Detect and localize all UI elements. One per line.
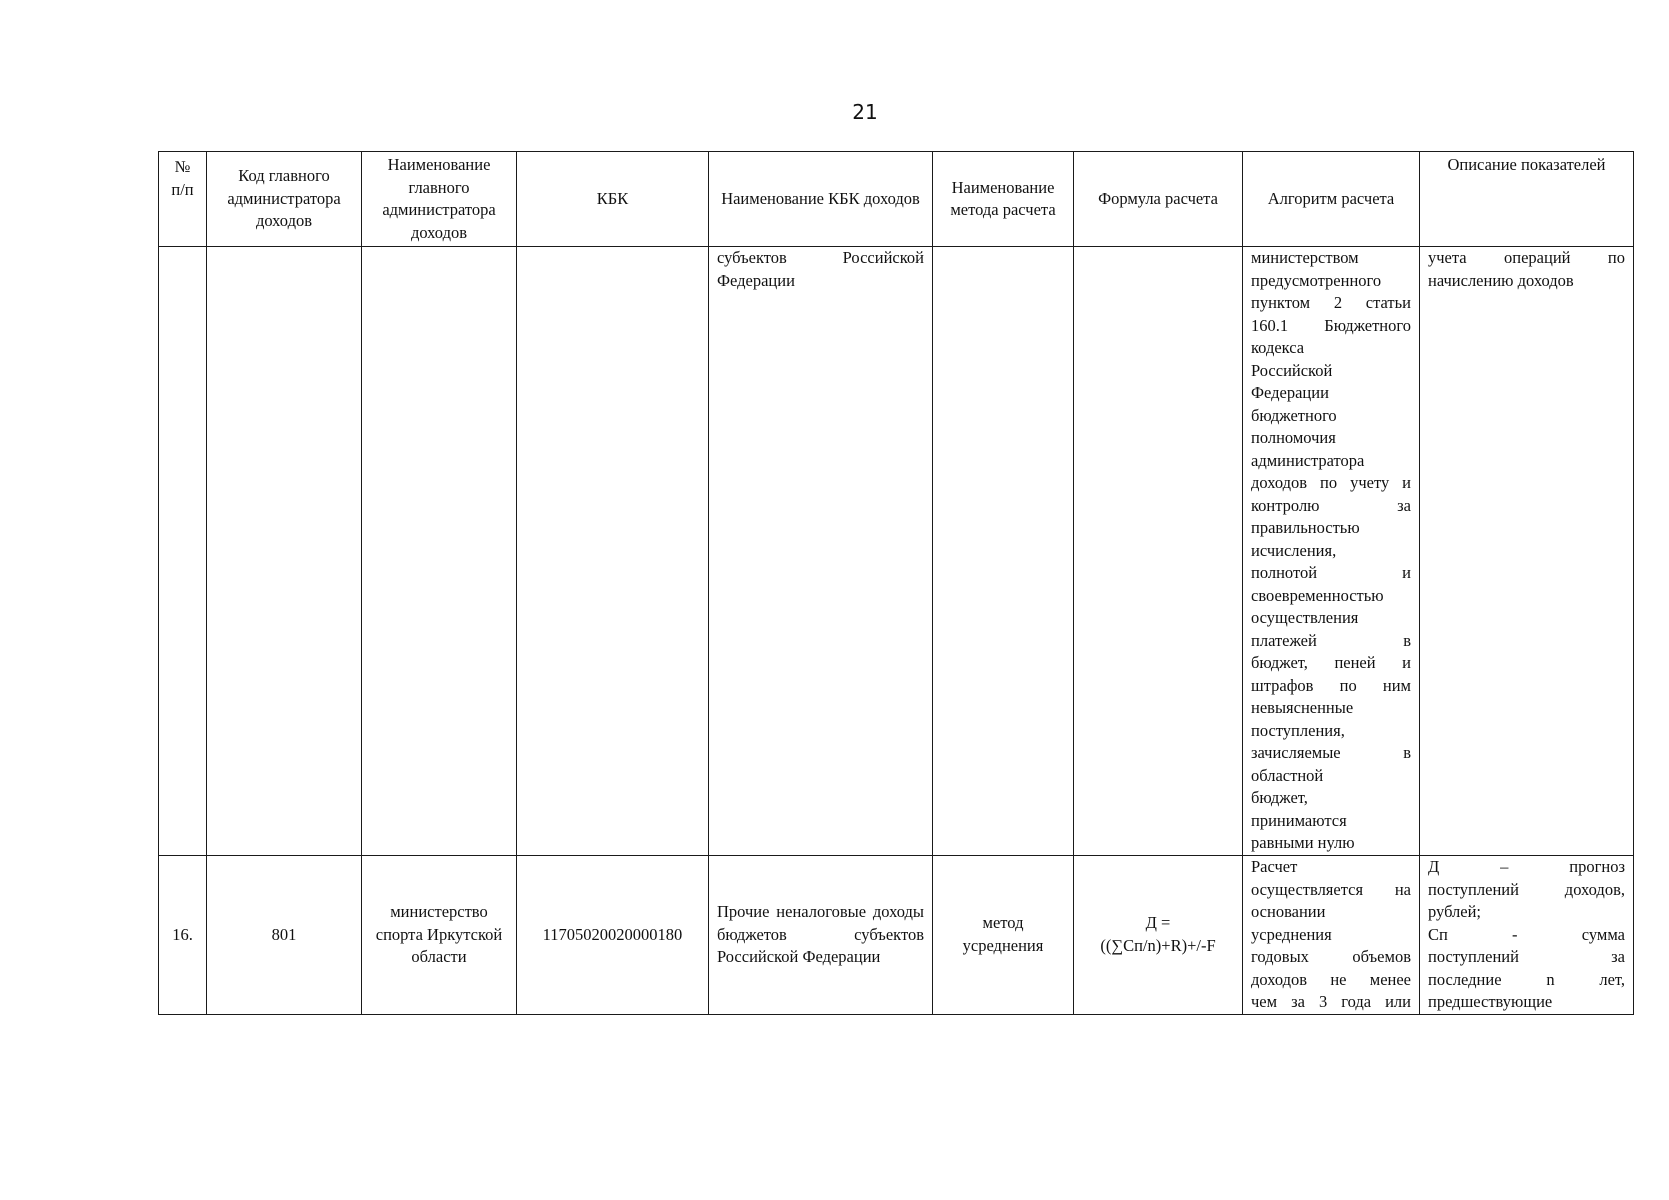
text-line: поступлений за [1428,947,1625,966]
text-line: предусмотренного [1251,270,1382,290]
cell-formula [1074,856,1243,1015]
text-line: основании [1251,902,1326,921]
text-line: последние n лет, [1428,969,1625,989]
text-line: министерством [1251,248,1359,267]
algorithm-lines [1251,856,1411,1014]
text-line: рублей; [1428,902,1482,921]
header-formula: Формула расчета [1074,152,1243,247]
cell-admin-name: министерство спорта Иркутской области [362,856,517,1015]
text-line: годовых объемов [1251,947,1411,966]
header-kbk-name: Наименование КБК доходов [709,152,933,247]
cell-algorithm [1243,856,1420,1015]
header-method: Наименование метода расчета [933,152,1074,247]
table-row-16 [159,856,1634,1015]
text-line: областной [1251,765,1324,785]
text-line: платежей в [1251,630,1411,650]
cell-admin-name [362,247,517,856]
text-line: своевременностью [1251,585,1384,605]
text-line: осуществляется на [1251,879,1411,899]
text-line: правильностью [1251,518,1360,537]
text-line: Расчет [1251,857,1298,876]
text-line: Российской [1251,360,1333,380]
formula-line-2: ((∑Сп/n)+R)+/-F [1100,935,1216,955]
text-line: осуществления [1251,608,1359,627]
page-number: 21 [852,100,878,124]
text-line: администратора [1251,450,1365,470]
text-line: невыясненные [1251,698,1354,717]
text-line: бюджет, пеней и [1251,653,1411,672]
algorithm-lines [1251,247,1411,855]
text-line: равными нулю [1251,833,1355,852]
cell-method: метод усреднения [933,856,1074,1015]
cell-kbk: 11705020020000180 [517,856,709,1015]
text-line: предшествующие [1428,992,1553,1011]
text-line: принимаются [1251,810,1347,830]
text-line: полнотой и [1251,563,1411,582]
text-line: контролю за [1251,495,1411,515]
header-num: № п/п [159,152,207,247]
cell-num: 16. [159,856,207,1015]
text-line: поступления, [1251,720,1345,740]
table-row-continued [159,247,1634,856]
description-lines [1428,856,1625,1014]
cell-algorithm [1243,247,1420,856]
cell-formula [1074,247,1243,856]
text-line: исчисления, [1251,540,1337,560]
cell-admin-code: 801 [207,856,362,1015]
cell-method [933,247,1074,856]
cell-kbk [517,247,709,856]
header-admin-code: Код главного администратора доходов [207,152,362,247]
text-line: доходов не менее [1251,969,1411,989]
text-line: бюджет, [1251,788,1308,807]
text-line: кодекса [1251,338,1305,357]
text-line: пунктом 2 статьи [1251,293,1411,312]
text-line: бюджетного [1251,405,1337,425]
header-description: Описание показателей [1420,152,1634,247]
text-line: Сп - сумма [1428,924,1625,944]
header-admin-name: Наименование главного администратора доходов [362,152,517,247]
text-line: полномочия [1251,428,1336,447]
cell-kbk-name: Прочие неналоговые доходы бюджетов субъектов Российской Федерации [709,856,933,1015]
text-line: усреднения [1251,924,1332,944]
text-line: доходов по учету и [1251,473,1411,492]
formula-line-1: Д = [1145,913,1171,933]
text-line: 160.1 Бюджетного [1251,315,1411,335]
cell-description: учета операций по начислению доходов [1420,247,1634,856]
cell-kbk-name: субъектов Российской Федерации [709,247,933,856]
text-line: зачисляемые в [1251,743,1411,762]
text-line: Д – прогноз [1428,857,1625,876]
cell-description [1420,856,1634,1015]
text-line: штрафов по ним [1251,675,1411,695]
cell-admin-code [207,247,362,856]
cell-num [159,247,207,856]
header-kbk: КБК [517,152,709,247]
text-line: чем за 3 года или [1251,992,1411,1011]
text-line: Федерации [1251,383,1329,402]
revenue-methods-table [158,151,1634,1015]
header-algorithm: Алгоритм расчета [1243,152,1420,247]
header-row [159,152,1634,247]
text-line: поступлений доходов, [1428,879,1625,899]
